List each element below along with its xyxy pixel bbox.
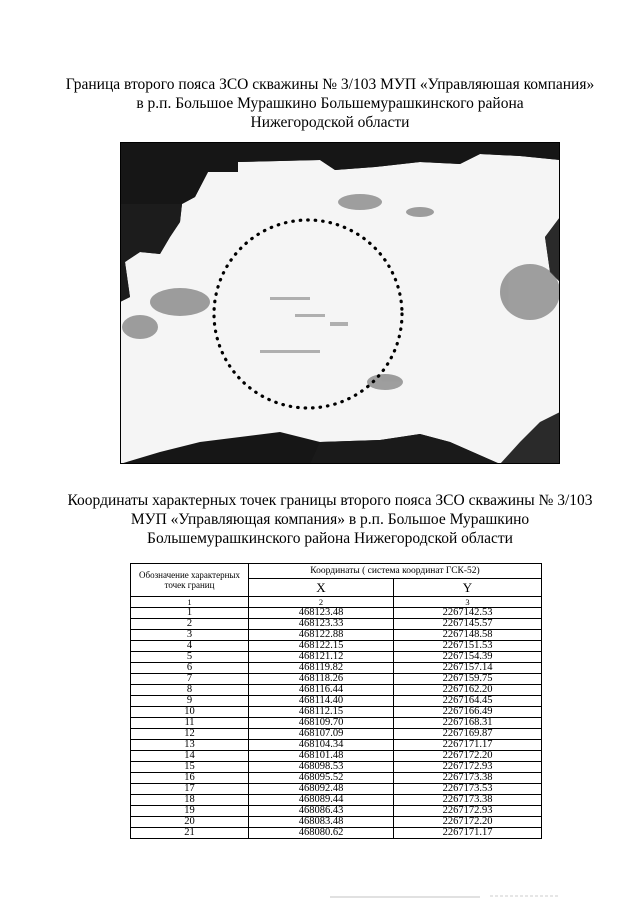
column-number-1: 1 bbox=[131, 597, 249, 608]
point-number-cell: 11 bbox=[131, 718, 249, 729]
x-coordinate-cell: 468123.33 bbox=[249, 619, 394, 630]
point-number-cell: 21 bbox=[131, 828, 249, 839]
table-row bbox=[131, 707, 542, 718]
x-coordinate-cell: 468092.48 bbox=[249, 784, 394, 795]
point-number-cell: 16 bbox=[131, 773, 249, 784]
point-number-cell: 13 bbox=[131, 740, 249, 751]
x-coordinate-cell: 468083.48 bbox=[249, 817, 394, 828]
point-number-cell: 18 bbox=[131, 795, 249, 806]
point-number-cell: 1 bbox=[131, 608, 249, 619]
header-x: X bbox=[249, 579, 394, 597]
map-title-line-1: Граница второго пояса ЗСО скважины № 3/103 МУП «Управляюшая компания» bbox=[65, 76, 595, 93]
table-row bbox=[131, 828, 542, 839]
y-coordinate-cell: 2267168.31 bbox=[394, 718, 542, 729]
x-coordinate-cell: 468080.62 bbox=[249, 828, 394, 839]
table-row bbox=[131, 817, 542, 828]
y-coordinate-cell: 2267164.45 bbox=[394, 696, 542, 707]
x-coordinate-cell: 468121.12 bbox=[249, 652, 394, 663]
header-coordinates: Координаты ( система координат ГСК-52) bbox=[249, 564, 542, 579]
x-coordinate-cell: 468086.43 bbox=[249, 806, 394, 817]
x-coordinate-cell: 468118.26 bbox=[249, 674, 394, 685]
point-number-cell: 2 bbox=[131, 619, 249, 630]
point-number-cell: 9 bbox=[131, 696, 249, 707]
header-designation: Обозначение характерных точек границ bbox=[131, 564, 249, 597]
y-coordinate-cell: 2267171.17 bbox=[394, 828, 542, 839]
table-row bbox=[131, 663, 542, 674]
map-title-line-2: в р.п. Большое Мурашкино Большемурашкинского района bbox=[136, 95, 524, 112]
column-number-3: 3 bbox=[394, 597, 542, 608]
x-coordinate-cell: 468122.88 bbox=[249, 630, 394, 641]
table-row bbox=[131, 696, 542, 707]
table-title bbox=[60, 491, 600, 548]
column-number-2: 2 bbox=[249, 597, 394, 608]
map-title-line-3: Нижегородской области bbox=[250, 114, 410, 131]
header-y: Y bbox=[394, 579, 542, 597]
table-row bbox=[131, 674, 542, 685]
table-row bbox=[131, 795, 542, 806]
point-number-cell: 15 bbox=[131, 762, 249, 773]
point-number-cell: 10 bbox=[131, 707, 249, 718]
x-coordinate-cell: 468104.34 bbox=[249, 740, 394, 751]
table-row bbox=[131, 784, 542, 795]
y-coordinate-cell: 2267154.39 bbox=[394, 652, 542, 663]
x-coordinate-cell: 468095.52 bbox=[249, 773, 394, 784]
x-coordinate-cell: 468119.82 bbox=[249, 663, 394, 674]
coordinates-table bbox=[130, 563, 542, 839]
x-coordinate-cell: 468114.40 bbox=[249, 696, 394, 707]
table-row bbox=[131, 740, 542, 751]
x-coordinate-cell: 468112.15 bbox=[249, 707, 394, 718]
x-coordinate-cell: 468089.44 bbox=[249, 795, 394, 806]
table-row bbox=[131, 630, 542, 641]
y-coordinate-cell: 2267172.20 bbox=[394, 817, 542, 828]
y-coordinate-cell: 2267145.57 bbox=[394, 619, 542, 630]
x-coordinate-cell: 468107.09 bbox=[249, 729, 394, 740]
y-coordinate-cell: 2267173.38 bbox=[394, 773, 542, 784]
point-number-cell: 7 bbox=[131, 674, 249, 685]
y-coordinate-cell: 2267173.53 bbox=[394, 784, 542, 795]
x-coordinate-cell: 468123.48 bbox=[249, 608, 394, 619]
scan-marks bbox=[330, 892, 560, 900]
y-coordinate-cell: 2267171.17 bbox=[394, 740, 542, 751]
point-number-cell: 5 bbox=[131, 652, 249, 663]
y-coordinate-cell: 2267159.75 bbox=[394, 674, 542, 685]
point-number-cell: 6 bbox=[131, 663, 249, 674]
y-coordinate-cell: 2267142.53 bbox=[394, 608, 542, 619]
point-number-cell: 4 bbox=[131, 641, 249, 652]
point-number-cell: 14 bbox=[131, 751, 249, 762]
table-row bbox=[131, 729, 542, 740]
table-row bbox=[131, 608, 542, 619]
y-coordinate-cell: 2267172.20 bbox=[394, 751, 542, 762]
table-title-line-3: Большемурашкинского района Нижегородской области bbox=[147, 530, 513, 547]
y-coordinate-cell: 2267162.20 bbox=[394, 685, 542, 696]
y-coordinate-cell: 2267151.53 bbox=[394, 641, 542, 652]
x-coordinate-cell: 468116.44 bbox=[249, 685, 394, 696]
x-coordinate-cell: 468098.53 bbox=[249, 762, 394, 773]
y-coordinate-cell: 2267166.49 bbox=[394, 707, 542, 718]
point-number-cell: 12 bbox=[131, 729, 249, 740]
table-column-number-row bbox=[131, 597, 542, 608]
point-number-cell: 3 bbox=[131, 630, 249, 641]
y-coordinate-cell: 2267148.58 bbox=[394, 630, 542, 641]
table-row bbox=[131, 806, 542, 817]
table-row bbox=[131, 773, 542, 784]
table-row bbox=[131, 762, 542, 773]
map-title bbox=[60, 75, 600, 132]
table-row bbox=[131, 641, 542, 652]
x-coordinate-cell: 468122.15 bbox=[249, 641, 394, 652]
y-coordinate-cell: 2267169.87 bbox=[394, 729, 542, 740]
point-number-cell: 17 bbox=[131, 784, 249, 795]
point-number-cell: 19 bbox=[131, 806, 249, 817]
table-body bbox=[131, 608, 542, 839]
x-coordinate-cell: 468101.48 bbox=[249, 751, 394, 762]
x-coordinate-cell: 468109.70 bbox=[249, 718, 394, 729]
aerial-map-image bbox=[120, 142, 560, 464]
y-coordinate-cell: 2267172.93 bbox=[394, 806, 542, 817]
y-coordinate-cell: 2267172.93 bbox=[394, 762, 542, 773]
table-row bbox=[131, 619, 542, 630]
point-number-cell: 8 bbox=[131, 685, 249, 696]
table-header-row bbox=[131, 564, 542, 579]
point-number-cell: 20 bbox=[131, 817, 249, 828]
table-title-line-2: МУП «Управляющая компания» в р.п. Большое Мурашкино bbox=[130, 511, 530, 528]
y-coordinate-cell: 2267157.14 bbox=[394, 663, 542, 674]
table-row bbox=[131, 652, 542, 663]
table-row bbox=[131, 751, 542, 762]
table-row bbox=[131, 718, 542, 729]
y-coordinate-cell: 2267173.38 bbox=[394, 795, 542, 806]
table-title-line-1: Координаты характерных точек границы второго пояса ЗСО скважины № 3/103 bbox=[67, 492, 593, 509]
table-row bbox=[131, 685, 542, 696]
